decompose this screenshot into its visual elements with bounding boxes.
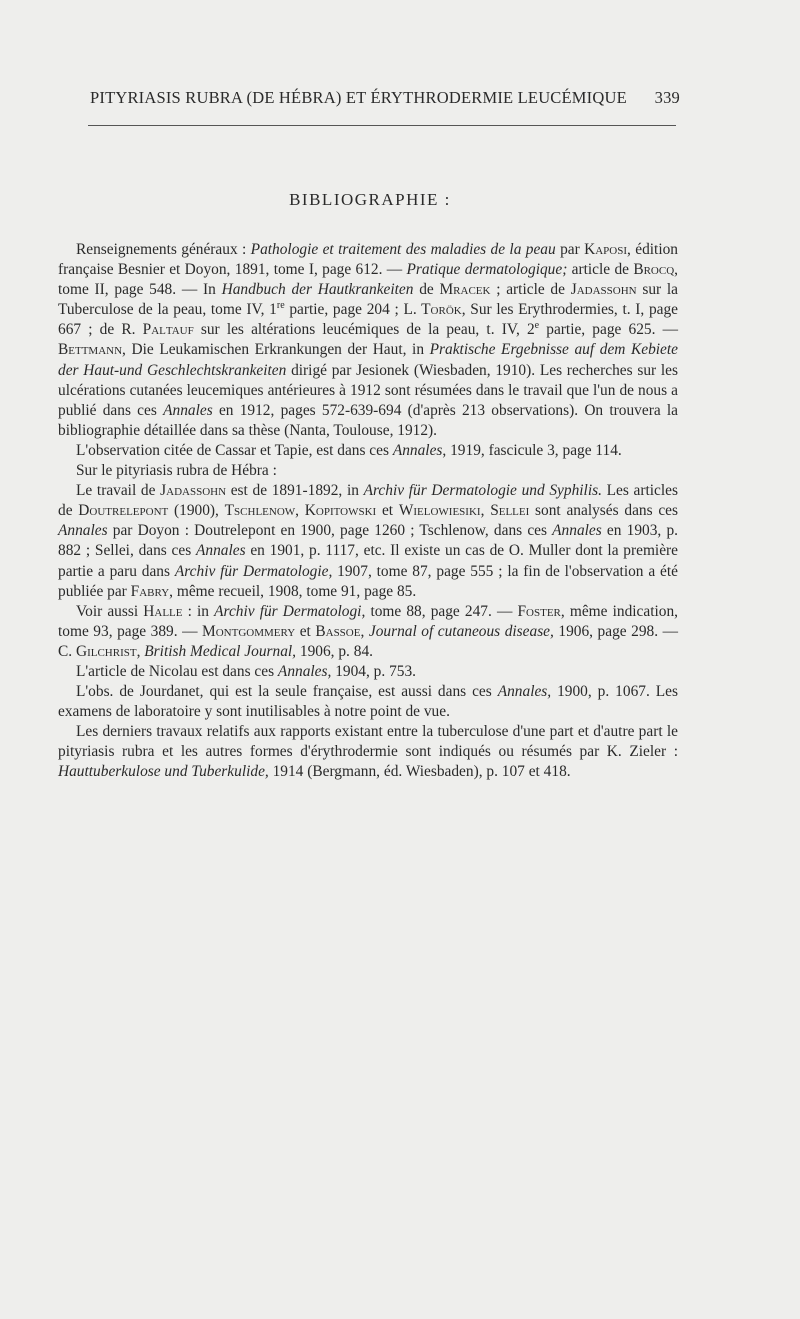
bibliography-paragraph xyxy=(58,602,678,662)
text-run: 1914 (Bergmann, éd. Wiesbaden), p. 107 et 418. xyxy=(268,763,571,781)
text-run: et xyxy=(376,502,399,520)
text-run: Le travail de xyxy=(76,482,161,500)
bibliography-paragraph xyxy=(58,682,678,722)
author-name: Bettmann xyxy=(58,341,123,359)
author-name: Jadassohn xyxy=(160,482,227,500)
italic-run: Annales, xyxy=(497,683,552,701)
text-run: Voir aussi xyxy=(76,602,144,620)
text-run: et xyxy=(295,622,316,640)
text-run: , xyxy=(295,502,305,520)
text-run: partie, page 625. — xyxy=(539,321,678,339)
author-name: R. Paltauf xyxy=(121,321,194,339)
text-run: , même indication, tome 93, page 389. — xyxy=(58,602,678,640)
text-run: 1907, tome 87, page 555 ; la fin de l'observation a été publiée par xyxy=(58,562,678,600)
text-run: (1900), xyxy=(168,502,225,520)
text-run: : in xyxy=(182,602,215,620)
author-name: Sellei xyxy=(490,502,530,520)
italic-run: Archiv für Dermatologie und Syphilis. xyxy=(363,482,602,500)
text-run: , Die Leukamischen Erkrankungen der Haut, in xyxy=(122,341,430,359)
text-run: 1906, page 298. — xyxy=(553,622,678,640)
italic-run: Hauttuberkulose und Tuberkulide, xyxy=(58,763,269,781)
bibliography-body xyxy=(58,240,678,783)
text-run: , Sur les Erythrodermies, t. I, page 667 ; de xyxy=(58,301,678,339)
bibliography-paragraph xyxy=(58,662,678,682)
author-name: Bassoe xyxy=(315,622,361,640)
text-run: ; article de xyxy=(490,281,571,299)
author-name: Montgommery xyxy=(202,622,296,640)
bibliography-paragraph xyxy=(58,481,678,602)
bibliography-paragraph xyxy=(58,441,678,461)
italic-run: Annales xyxy=(163,401,213,419)
italic-run: Annales xyxy=(552,522,602,540)
bibliography-paragraph xyxy=(58,461,678,481)
author-name: Wielowiesiki xyxy=(398,502,481,520)
italic-run: Annales xyxy=(392,441,443,459)
italic-run: Annales xyxy=(195,542,246,560)
text-run: en 1903, p. 882 ; Sellei, dans ces xyxy=(58,522,678,560)
text-run: 1904, p. 753. xyxy=(331,662,417,680)
text-run: en 1912, pages 572-639-694 (d'après 213 observations). On trouvera la bibliographie détaillée dans sa thèse (Nanta, Toulouse, 1912). xyxy=(58,401,679,439)
text-run: , édition française Besnier et Doyon, 1891, tome I, page 612. — xyxy=(58,241,678,279)
text-run: est de 1891-1892, in xyxy=(226,482,364,500)
author-name: Doutrelepont xyxy=(78,502,169,520)
author-name: Fabry xyxy=(130,582,170,600)
text-run: Sur le pityriasis rubra de Hébra : xyxy=(76,462,277,480)
italic-run: Praktische Ergebnisse auf dem Kebiete der Haut-und Geschlechtskrankeiten xyxy=(58,341,678,379)
bibliography-paragraph xyxy=(58,240,678,441)
italic-run: British Medical Journal, xyxy=(144,642,297,660)
superscript: e xyxy=(534,320,540,332)
author-name: Brocq xyxy=(633,261,675,279)
running-title: PITYRIASIS RUBRA (DE HÉBRA) ET ÉRYTHRODERMIE LEUCÉMIQUE xyxy=(90,88,627,107)
author-name: Kaposi xyxy=(584,241,628,258)
text-run: Renseignements généraux : xyxy=(76,241,251,258)
text-run: 1900, p. 1067. Les examens de laboratoire y sont inutilisables à notre point de vue. xyxy=(58,683,678,721)
superscript: re xyxy=(276,300,285,312)
bibliography-paragraph xyxy=(58,722,678,782)
text-run: Les derniers travaux relatifs aux rapports existant entre la tuberculose d'une part et d'autre part le pityriasis rubra et les autres formes d'érythrodermie sont indiqués ou résumés par K. Zieler : xyxy=(58,723,678,761)
text-run: , même recueil, 1908, tome 91, page 85. xyxy=(169,582,417,600)
page-number: 339 xyxy=(654,88,680,107)
author-name: Halle xyxy=(143,602,183,620)
italic-run: Journal of cutaneous disease, xyxy=(368,622,554,640)
italic-run: Annales xyxy=(58,522,108,540)
author-name: C. Gilchrist xyxy=(58,642,137,660)
text-run: tome 88, page 247. — xyxy=(365,602,518,620)
text-run: par Doyon : Doutrelepont en 1900, page 1260 ; Tschlenow, dans ces xyxy=(107,522,553,540)
text-run: , tome II, page 548. — In xyxy=(58,261,678,299)
text-run: , xyxy=(360,622,369,640)
text-run: L'obs. de Jourdanet, qui est la seule française, est aussi dans ces xyxy=(76,683,498,701)
text-run: partie, page 204 ; xyxy=(284,301,404,319)
text-run: par xyxy=(555,241,585,258)
text-run: de xyxy=(413,281,440,299)
text-run: dirigé par Jesionek (Wiesbaden, 1910). Les recherches sur les ulcérations cutanées leucemiques antérieures à 1912 sont résumées dans le travail que l'un de nous a publié dans ces xyxy=(58,361,678,419)
text-run: article de xyxy=(567,261,634,279)
author-name: Foster xyxy=(517,602,561,620)
text-run: sur la Tuberculose de la peau, tome IV, 1 xyxy=(58,281,679,319)
text-run: L'observation citée de Cassar et Tapie, est dans ces xyxy=(76,441,393,459)
italic-run: Archiv für Dermatologie, xyxy=(174,562,333,580)
italic-run: Archiv für Dermatologi, xyxy=(214,602,366,620)
italic-run: Handbuch der Hautkrankeiten xyxy=(221,281,414,299)
italic-run: Annales, xyxy=(277,662,332,680)
text-run: , xyxy=(480,502,491,520)
author-name: Kopitowski xyxy=(304,502,377,520)
text-run: L'article de Nicolau est dans ces xyxy=(76,662,278,680)
author-name: Jadassohn xyxy=(570,281,637,299)
text-run: , xyxy=(136,642,145,660)
text-run: sont analysés dans ces xyxy=(529,502,678,520)
text-run: Les articles de xyxy=(58,482,678,520)
text-run: en 1901, p. 1117, etc. Il existe un cas de O. Muller dont la première partie a paru dans xyxy=(58,542,678,580)
author-name: Tschlenow xyxy=(224,502,296,520)
author-name: Mracek xyxy=(439,281,491,299)
header-rule xyxy=(88,125,676,126)
italic-run: Pathologie et traitement des maladies de la peau xyxy=(250,241,556,258)
section-title: BIBLIOGRAPHIE : xyxy=(289,190,451,209)
text-run: sur les altérations leucémiques de la peau, t. IV, 2 xyxy=(193,321,535,339)
author-name: L. Torök xyxy=(403,301,462,319)
text-run: , 1919, fascicule 3, page 114. xyxy=(442,441,622,459)
italic-run: Pratique dermatologique; xyxy=(406,261,568,279)
text-run: 1906, p. 84. xyxy=(296,642,373,660)
